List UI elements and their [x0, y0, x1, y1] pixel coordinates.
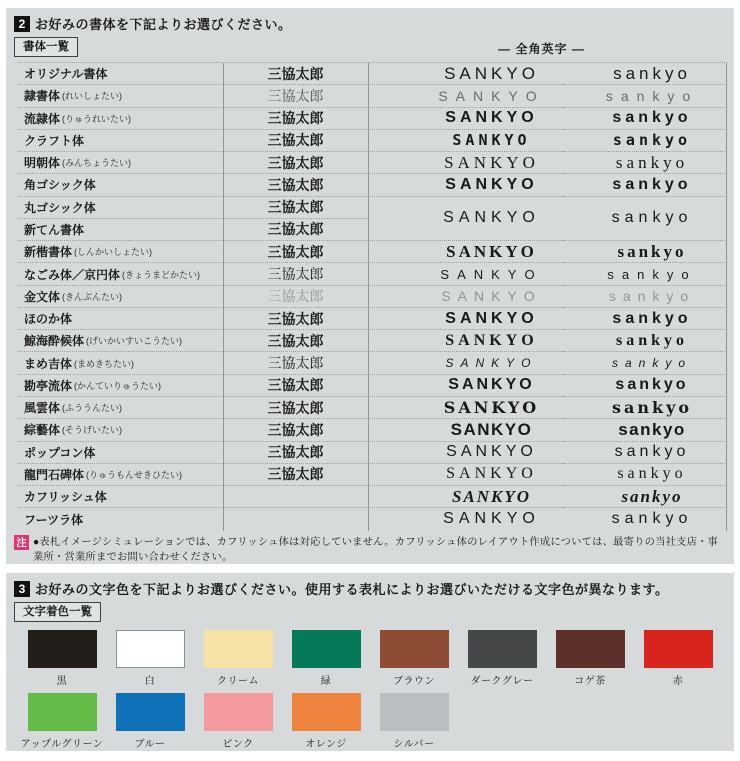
- color-option: [458, 630, 546, 687]
- english-uppercase-sample: SANKYO: [368, 241, 563, 263]
- font-name: [18, 219, 223, 241]
- english-lowercase-sample: sankyo: [563, 63, 727, 85]
- color-option: [546, 630, 634, 687]
- color-swatch: [292, 630, 361, 668]
- color-label: 緑: [320, 676, 332, 687]
- font-name: [18, 63, 223, 85]
- font-name-label: 綜藝体: [24, 423, 61, 438]
- font-name-label: 明朝体: [24, 156, 61, 171]
- table-divider-line: [368, 63, 369, 531]
- color-option: [370, 693, 458, 750]
- japanese-sample: 三協太郎: [223, 330, 368, 352]
- color-swatch: [468, 630, 537, 668]
- font-name-label: 流隷体: [24, 111, 61, 126]
- english-lowercase-sample: sankyo: [563, 419, 727, 441]
- color-swatch: [116, 630, 185, 668]
- english-uppercase-sample: SANKYO: [368, 63, 563, 85]
- english-lowercase-sample: sankyo: [611, 510, 693, 528]
- section-number-badge: 3: [14, 581, 30, 597]
- japanese-sample: 三協太郎: [223, 464, 368, 486]
- font-name-reading: (きょうまどかたい): [122, 269, 201, 280]
- english-uppercase-sample: SANKYO: [368, 330, 563, 352]
- english-lowercase-sample: sankyo: [563, 130, 727, 152]
- english-lowercase-sample: sankyo: [563, 263, 727, 285]
- font-name: [18, 486, 223, 508]
- color-label: 白: [144, 676, 156, 687]
- japanese-sample: 三協太郎: [223, 352, 368, 374]
- color-label: 黒: [56, 676, 68, 687]
- font-name: [18, 308, 223, 330]
- english-lowercase-sample: sankyo: [563, 174, 727, 196]
- font-name-label: 角ゴシック体: [24, 178, 96, 193]
- font-name-reading: (そうげいたい): [62, 425, 123, 436]
- font-name-label: 鯨海酔候体: [24, 334, 85, 349]
- font-name-reading: (きんぶんたい): [62, 291, 123, 302]
- font-name: [18, 442, 223, 464]
- english-lowercase-sample: sankyo: [563, 330, 727, 352]
- english-lowercase-sample: sankyo: [563, 486, 727, 508]
- color-swatch: [28, 693, 97, 731]
- japanese-sample: 三協太郎: [223, 108, 368, 130]
- color-option: [282, 630, 370, 687]
- color-swatch-grid: [18, 630, 722, 750]
- font-name-label: 風雲体: [24, 401, 61, 416]
- japanese-sample: 三協太郎: [223, 152, 368, 174]
- english-lowercase-sample: sankyo: [563, 241, 727, 263]
- font-name-label: オリジナル書体: [24, 67, 108, 82]
- english-uppercase-sample: SANKYO: [368, 486, 563, 508]
- color-option: [194, 693, 282, 750]
- english-lowercase-sample: sankyo: [563, 308, 727, 330]
- font-name-label: フーツラ体: [24, 512, 84, 527]
- font-selection-section: [6, 8, 734, 564]
- color-option: [282, 693, 370, 750]
- color-label: シルバー: [393, 739, 435, 750]
- japanese-sample: 三協太郎: [223, 219, 368, 241]
- japanese-sample: 三協太郎: [223, 63, 368, 85]
- color-swatch: [116, 693, 185, 731]
- color-swatch: [28, 630, 97, 668]
- color-section-header: [14, 579, 668, 598]
- color-label: ピンク: [222, 739, 254, 750]
- font-name: [18, 152, 223, 174]
- japanese-sample: 三協太郎: [223, 241, 368, 263]
- font-name: [18, 286, 223, 308]
- font-name-reading: (れいしょたい): [62, 91, 123, 102]
- english-uppercase-sample: SANKYO: [443, 510, 540, 528]
- section-number-badge: 2: [14, 16, 30, 32]
- english-uppercase-sample: SANKYO: [368, 286, 563, 308]
- english-uppercase-sample: SANKYO: [368, 464, 563, 486]
- english-uppercase-sample: SANKYO: [368, 85, 563, 107]
- font-name-label: ほのか体: [24, 312, 73, 327]
- font-name-reading: (ふううんたい): [62, 403, 123, 414]
- japanese-sample: 三協太郎: [223, 174, 368, 196]
- color-option: [370, 630, 458, 687]
- english-lowercase-sample: sankyo: [563, 352, 727, 374]
- font-name: [18, 108, 223, 130]
- color-label: オレンジ: [305, 739, 347, 750]
- font-name: [18, 397, 223, 419]
- font-name-label: 龍門石碑体: [24, 467, 85, 482]
- color-swatch: [556, 630, 625, 668]
- english-uppercase-sample: SANKYO: [368, 174, 563, 196]
- color-label: ブルー: [134, 739, 166, 750]
- font-name: [18, 419, 223, 441]
- font-name-reading: (みんちょうたい): [62, 158, 132, 169]
- color-section-title: お好みの文字色を下記よりお選びください。使用する表札によりお選びいただける文字色が異なります。: [35, 582, 669, 597]
- font-name-reading: (りゅうれいたい): [62, 113, 132, 124]
- color-option: [18, 693, 106, 750]
- font-name-reading: (げいかいすいこうたい): [86, 336, 183, 347]
- english-uppercase-sample: SANKYO: [368, 197, 563, 242]
- font-note: [14, 535, 728, 565]
- color-label: ブラウン: [393, 676, 435, 687]
- color-swatch: [380, 630, 449, 668]
- font-name-label: ポップコン体: [24, 445, 96, 460]
- font-table: [18, 62, 727, 531]
- font-name: [18, 352, 223, 374]
- english-uppercase-sample: SANKYO: [368, 130, 563, 152]
- japanese-sample: 三協太郎: [223, 286, 368, 308]
- english-uppercase-sample: SANKYO: [368, 108, 563, 130]
- english-lowercase-sample: sankyo: [563, 108, 727, 130]
- color-option: [106, 693, 194, 750]
- font-name-reading: (しんかいしょたい): [74, 247, 153, 258]
- japanese-sample: 三協太郎: [223, 85, 368, 107]
- font-name-label: 勘亭流体: [24, 378, 73, 393]
- font-name-reading: (かんていりゅうたい): [74, 380, 162, 391]
- font-name-label: 隷書体: [24, 89, 61, 104]
- english-lowercase-sample: sankyo: [563, 85, 727, 107]
- japanese-sample: 三協太郎: [223, 442, 368, 464]
- english-uppercase-sample: SANKYO: [368, 263, 563, 285]
- english-lowercase-sample: sankyo: [563, 152, 727, 174]
- japanese-sample: 三協太郎: [223, 308, 368, 330]
- color-option: [634, 630, 722, 687]
- english-uppercase-sample: SANKYO: [368, 419, 563, 441]
- japanese-sample: 三協太郎: [223, 419, 368, 441]
- font-name-label: なごみ体／京円体: [24, 267, 121, 282]
- note-text: ●表札イメージシミュレーションでは、カフリッシュ体は対応していません。カフリッシュ体のレイアウト作成については、最寄りの当社支店・事業所・営業所までお問い合わせください。: [33, 537, 719, 563]
- english-uppercase-sample: SANKYO: [368, 397, 563, 419]
- japanese-sample: [223, 508, 368, 530]
- font-name-label: 金文体: [24, 289, 61, 304]
- english-uppercase-sample: SANKYO: [368, 442, 563, 464]
- color-label: コゲ茶: [574, 676, 606, 687]
- color-label: 赤: [672, 676, 684, 687]
- color-label: アップルグリーン: [20, 739, 104, 750]
- font-section-title: お好みの書体を下記よりお選びください。: [35, 17, 292, 32]
- table-right-border-line: [726, 63, 727, 531]
- color-label: クリーム: [217, 676, 259, 687]
- english-uppercase-sample: SANKYO: [368, 375, 563, 397]
- font-name-label: 新てん書体: [24, 222, 85, 237]
- font-name: [18, 330, 223, 352]
- color-option: [194, 630, 282, 687]
- japanese-sample: [223, 486, 368, 508]
- english-lowercase-sample: sankyo: [563, 464, 727, 486]
- font-name: [18, 241, 223, 263]
- font-name-label: まめ吉体: [24, 356, 73, 371]
- font-name: [18, 508, 223, 530]
- english-lowercase-sample: sankyo: [563, 375, 727, 397]
- font-name: [18, 375, 223, 397]
- font-name-label: クラフト体: [24, 133, 85, 148]
- color-swatch: [204, 630, 273, 668]
- japanese-sample: 三協太郎: [223, 197, 368, 219]
- table-divider-line: [223, 63, 224, 531]
- color-option: [18, 630, 106, 687]
- japanese-sample: 三協太郎: [223, 397, 368, 419]
- fullwidth-english-column-header: — 全角英字 —: [498, 42, 585, 56]
- font-name-label: 新楷書体: [24, 245, 73, 260]
- color-swatch: [644, 630, 713, 668]
- font-name-reading: (まめきちたい): [74, 358, 135, 369]
- font-name: [18, 263, 223, 285]
- japanese-sample: 三協太郎: [223, 263, 368, 285]
- color-swatch: [204, 693, 273, 731]
- english-lowercase-sample: sankyo: [563, 397, 727, 419]
- english-lowercase-sample: sankyo: [563, 197, 727, 242]
- color-label: ダークグレー: [470, 676, 534, 687]
- english-uppercase-sample: SANKYO: [368, 352, 563, 374]
- font-name: [18, 85, 223, 107]
- japanese-sample: 三協太郎: [223, 130, 368, 152]
- japanese-sample: 三協太郎: [223, 375, 368, 397]
- font-list-label: 書体一覧: [14, 37, 78, 57]
- font-name-reading: (りゅうもんせきひたい): [86, 469, 183, 480]
- color-swatch: [292, 693, 361, 731]
- color-selection-section: [6, 573, 734, 751]
- english-lowercase-sample: sankyo: [563, 442, 727, 464]
- font-name: [18, 130, 223, 152]
- font-name: [18, 174, 223, 196]
- font-name: [18, 197, 223, 219]
- english-uppercase-sample: SANKYO: [368, 152, 563, 174]
- color-list-label: 文字着色一覧: [14, 602, 101, 622]
- note-badge: 注: [14, 535, 29, 550]
- font-name-label: カフリッシュ体: [24, 490, 107, 505]
- english-lowercase-sample: sankyo: [563, 286, 727, 308]
- english-uppercase-sample: SANKYO: [368, 308, 563, 330]
- font-name-label: 丸ゴシック体: [24, 200, 96, 215]
- font-section-header: [14, 14, 292, 33]
- font-name: [18, 464, 223, 486]
- color-swatch: [380, 693, 449, 731]
- color-option: [106, 630, 194, 687]
